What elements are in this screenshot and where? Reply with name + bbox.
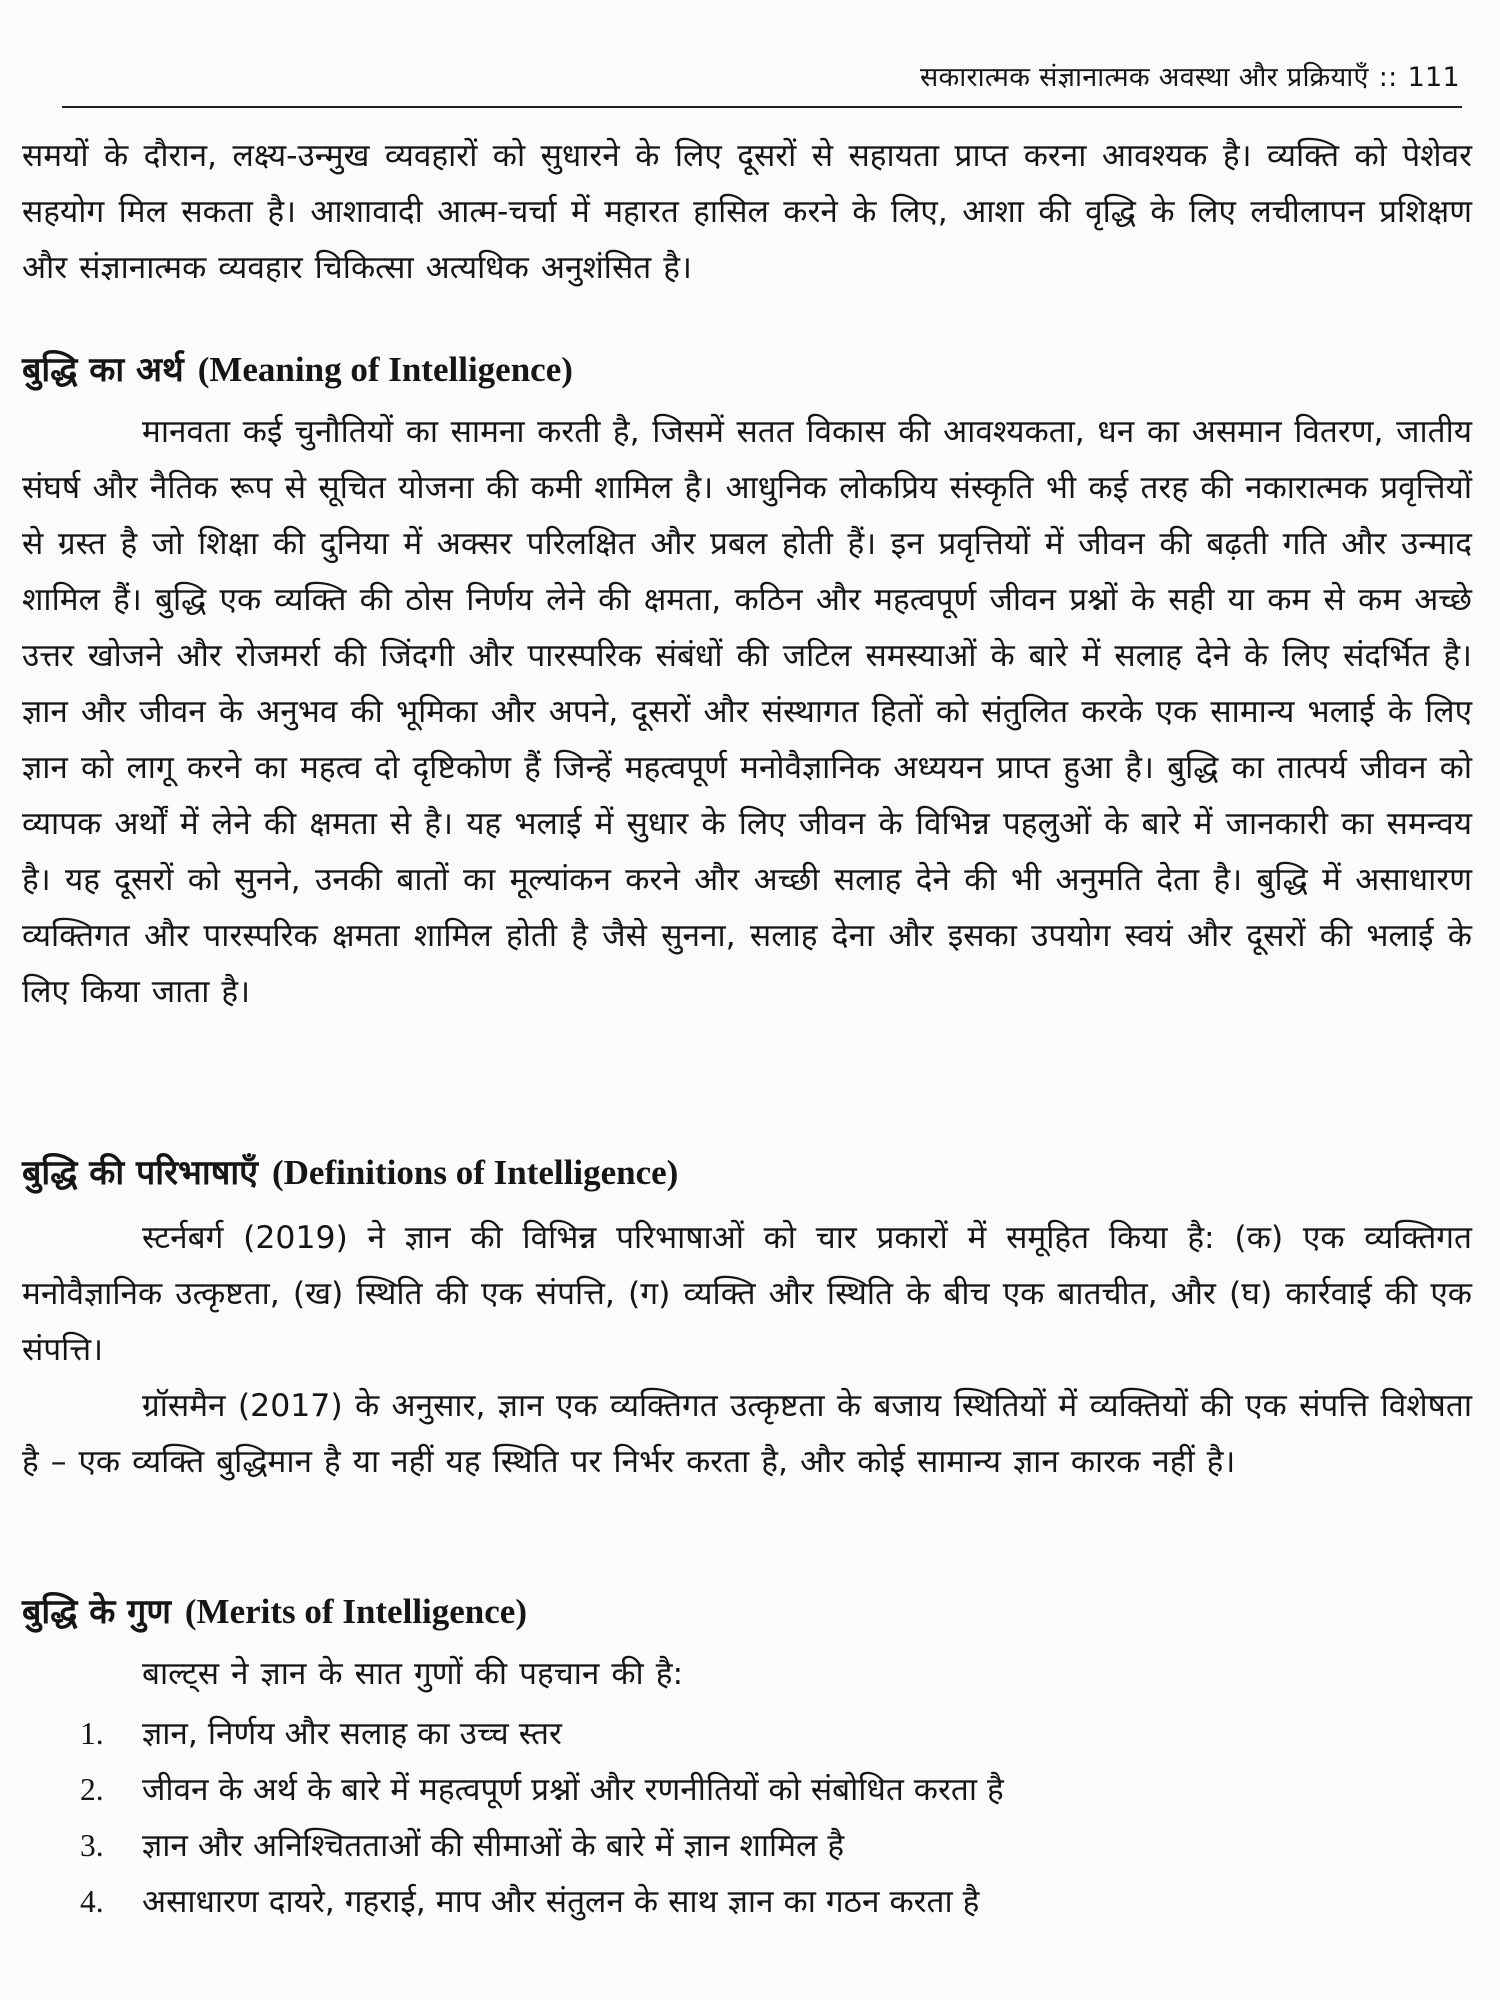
running-header [920,58,1460,98]
list-item-number: 1. [80,1716,104,1751]
section-heading-hindi: बुद्धि के गुण [22,1592,171,1632]
list-item-number: 4. [80,1884,104,1919]
definitions-paragraph-sternberg: स्टर्नबर्ग (2019) ने ज्ञान की विभिन्न परिभाषाओं को चार प्रकारों में समूहित किया है: (क) एक व्यक्तिगत मनोवैज्ञानिक उत्कृष्टता, (ख) स्थिति की एक संपत्ति, (ग) व्यक्ति और स्थिति के बीच एक बातचीत, और (घ) कार्रवाई की एक संपत्ति। [22,1220,1472,1368]
meaning-paragraph: मानवता कई चुनौतियों का सामना करती है, जिसमें सतत विकास की आवश्यकता, धन का असमान वितरण, जातीय संघर्ष और नैतिक रूप से सूचित योजना की कमी शामिल है। आधुनिक लोकप्रिय संस्कृति भी कई तरह की नकारात्मक प्रवृत्तियों से ग्रस्त है जो शिक्षा की दुनिया में अक्सर परिलक्षित और प्रबल होती हैं। इन प्रवृत्तियों में जीवन की बढ़ती गति और उन्माद शामिल हैं। बुद्धि एक व्यक्ति की ठोस निर्णय लेने की क्षमता, कठिन और महत्वपूर्ण जीवन प्रश्नों के सही या कम से कम अच्छे उत्तर खोजने और रोजमर्रा की जिंदगी और पारस्परिक संबंधों की जटिल समस्याओं के बारे में सलाह देने के लिए संदर्भित है। ज्ञान और जीवन के अनुभव की भूमिका और अपने, दूसरों और संस्थागत हितों को संतुलित करके एक सामान्य भलाई के लिए ज्ञान को लागू करने का महत्व दो दृष्टिकोण हैं जिन्हें महत्वपूर्ण मनोवैज्ञानिक अध्ययन प्राप्त हुआ है। बुद्धि का तात्पर्य जीवन को व्यापक अर्थों में लेने की क्षमता से है। यह भलाई में सुधार के लिए जीवन के विभिन्न पहलुओं के बारे में जानकारी का समन्वय है। यह दूसरों को सुनने, उनकी बातों का मूल्यांकन करने और अच्छी सलाह देने की भी अनुमति देता है। बुद्धि में असाधारण व्यक्तिगत और पारस्परिक क्षमता शामिल होती है जैसे सुनना, सलाह देना और इसका उपयोग स्वयं और दूसरों की भलाई के लिए किया जाता है। [22,414,1472,1010]
header-rule [62,106,1462,108]
list-item-text: ज्ञान और अनिश्चितताओं की सीमाओं के बारे में ज्ञान शामिल है [142,1828,845,1864]
definitions-paragraph-grossmann: ग्रॉसमैन (2017) के अनुसार, ज्ञान एक व्यक्तिगत उत्कृष्टता के बजाय स्थितियों में व्यक्तियों की एक संपत्ति विशेषता है – एक व्यक्ति बुद्धिमान है या नहीं यह स्थिति पर निर्भर करता है, और कोई सामान्य ज्ञान कारक नहीं है। [22,1388,1472,1480]
section-heading-meaning [22,345,573,395]
list-item-text: असाधारण दायरे, गहराई, माप और संतुलन के साथ ज्ञान का गठन करता है [142,1884,980,1920]
list-item [80,1706,1480,1762]
section-heading-english: (Meaning of Intelligence) [197,350,573,389]
merits-intro: बाल्ट्स ने ज्ञान के सात गुणों की पहचान की है: [142,1656,684,1692]
list-item-number: 2. [80,1772,104,1807]
section-heading-hindi: बुद्धि की परिभाषाएँ [22,1153,258,1193]
list-item [80,1874,1480,1930]
section-heading-definitions [22,1148,678,1198]
list-item-text: ज्ञान, निर्णय और सलाह का उच्च स्तर [142,1716,562,1752]
intro-paragraph: समयों के दौरान, लक्ष्य-उन्मुख व्यवहारों को सुधारने के लिए दूसरों से सहायता प्राप्त करना आवश्यक है। व्यक्ति को पेशेवर सहयोग मिल सकता है। आशावादी आत्म-चर्चा में महारत हासिल करने के लिए, आशा की वृद्धि के लिए लचीलापन प्रशिक्षण और संज्ञानात्मक व्यवहार चिकित्सा अत्यधिक अनुशंसित है। [22,138,1472,286]
list-item-number: 3. [80,1828,104,1863]
section-heading-hindi: बुद्धि का अर्थ [22,350,184,390]
section-heading-english: (Merits of Intelligence) [184,1592,527,1631]
running-header-title: सकारात्मक संज्ञानात्मक अवस्था और प्रक्रियाएँ [919,62,1369,93]
list-item [80,1818,1480,1874]
merits-list [80,1706,1480,1930]
section-heading-merits [22,1587,527,1637]
list-item [80,1762,1480,1818]
page-number: 111 [1407,62,1460,93]
section-heading-english: (Definitions of Intelligence) [271,1153,679,1192]
running-header-separator: :: [1378,62,1398,93]
list-item-text: जीवन के अर्थ के बारे में महत्वपूर्ण प्रश्नों और रणनीतियों को संबोधित करता है [142,1772,1004,1808]
